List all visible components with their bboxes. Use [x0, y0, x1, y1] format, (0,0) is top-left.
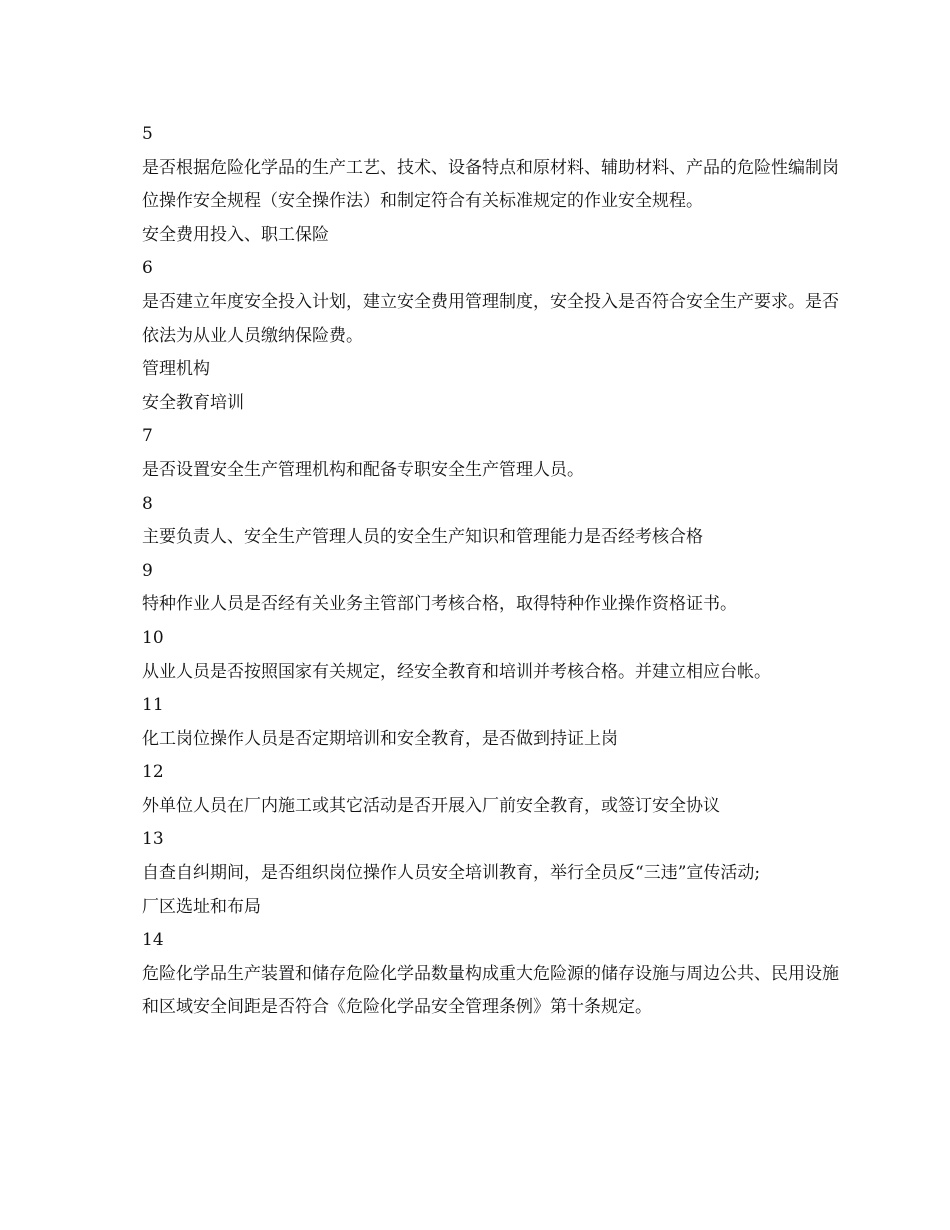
item-number: 7	[142, 426, 153, 447]
item-text: 是否设置安全生产管理机构和配备专职安全生产管理人员。	[142, 459, 584, 480]
item-number: 10	[142, 627, 164, 648]
item-text: 特种作业人员是否经有关业务主管部门考核合格，取得特种作业操作资格证书。	[142, 594, 737, 615]
section-heading: 管理机构	[142, 359, 210, 380]
item-number: 6	[142, 258, 153, 279]
item-text: 从业人员是否按照国家有关规定，经安全教育和培训并考核合格。并建立相应台帐。	[142, 661, 771, 682]
item-number: 14	[142, 930, 164, 951]
item-number: 9	[142, 560, 153, 581]
item-text: 是否建立年度安全投入计划，建立安全费用管理制度，安全投入是否符合安全生产要求。是否依法为从业人员缴纳保险费。	[142, 291, 839, 346]
section-heading: 安全费用投入、职工保险	[142, 224, 329, 245]
item-number: 12	[142, 762, 164, 783]
item-text: 危险化学品生产装置和储存危险化学品数量构成重大危险源的储存设施与周边公共、民用设施和区域安全间距是否符合《危险化学品安全管理条例》第十条规定。	[142, 963, 839, 1018]
document-body	[142, 118, 842, 1025]
item-text: 化工岗位操作人员是否定期培训和安全教育，是否做到持证上岗	[142, 728, 618, 749]
section-heading: 安全教育培训	[142, 392, 244, 413]
item-text: 是否根据危险化学品的生产工艺、技术、设备特点和原材料、辅助材料、产品的危险性编制岗位操作安全规程（安全操作法）和制定符合有关标准规定的作业安全规程。	[142, 157, 839, 212]
item-text: 外单位人员在厂内施工或其它活动是否开展入厂前安全教育，或签订安全协议	[142, 795, 720, 816]
section-heading: 厂区选址和布局	[142, 896, 261, 917]
item-text: 主要负责人、安全生产管理人员的安全生产知识和管理能力是否经考核合格	[142, 527, 703, 548]
item-number: 8	[142, 493, 153, 514]
item-number: 5	[142, 124, 153, 144]
item-text: 自查自纠期间，是否组织岗位操作人员安全培训教育，举行全员反“三违”宣传活动;	[142, 863, 761, 884]
item-number: 11	[142, 695, 164, 716]
item-number: 13	[142, 829, 164, 850]
